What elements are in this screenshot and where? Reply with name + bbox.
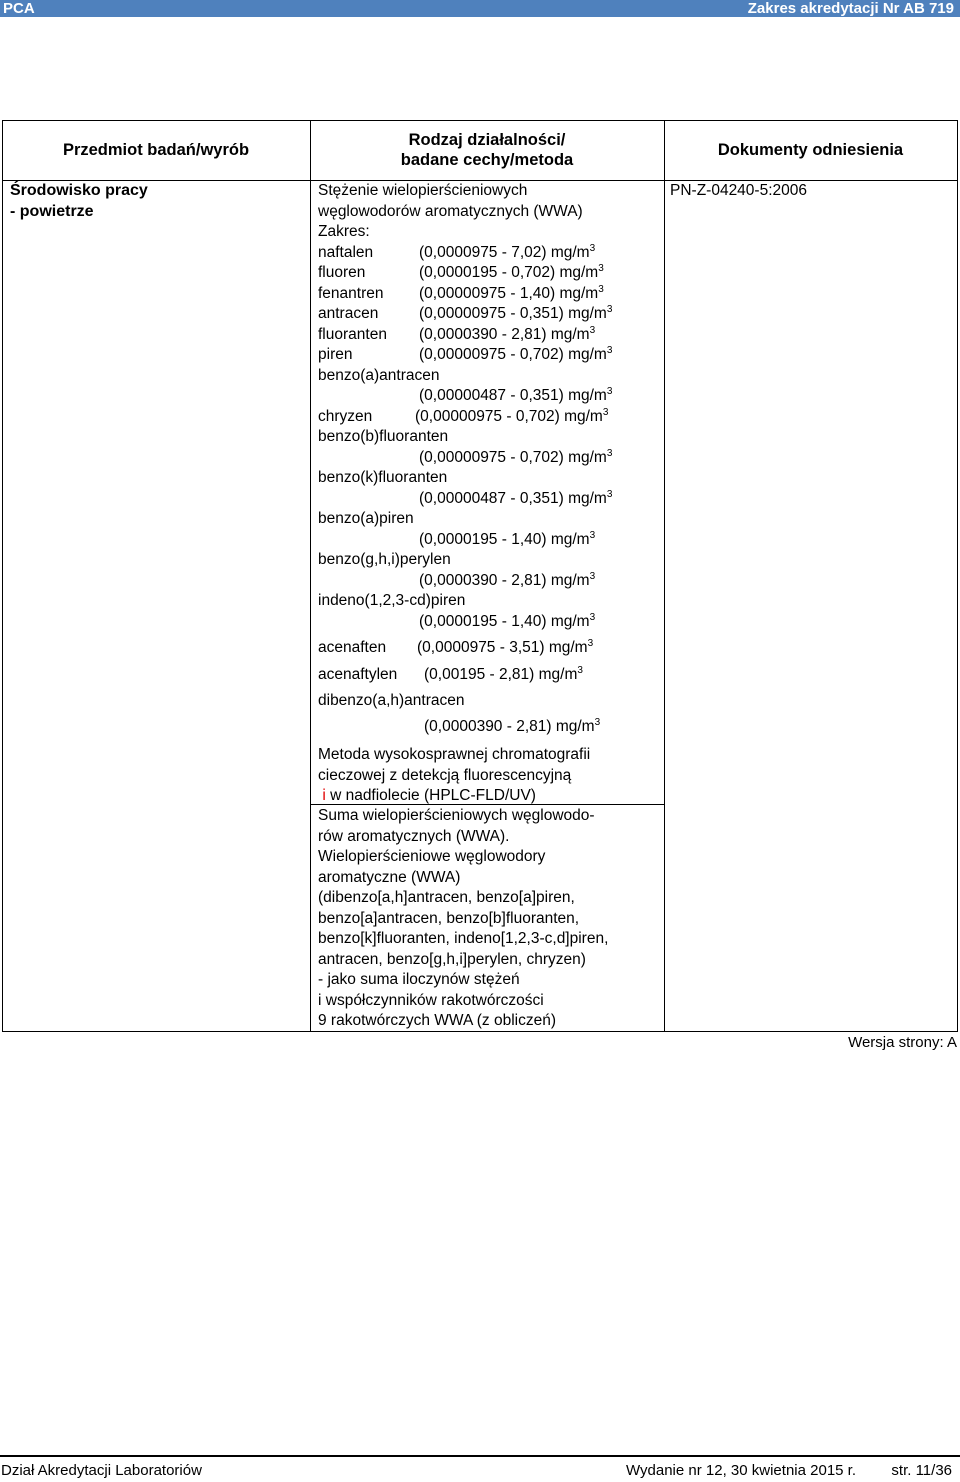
compound-name: dibenzo(a,h)antracen xyxy=(318,692,465,709)
activity-cell xyxy=(318,181,658,807)
method-line-3: i w nadfiolecie (HPLC-FLD/UV) xyxy=(322,787,536,804)
compound-name: benzo(g,h,i)perylen xyxy=(318,551,451,568)
range-label: Zakres: xyxy=(318,223,370,240)
document-reference: PN-Z-04240-5:2006 xyxy=(670,182,807,199)
compound-range: (0,00000975 - 0,702) $mg/m^3$ xyxy=(419,447,613,466)
compound-name: benzo(b)fluoranten xyxy=(318,428,449,445)
column-header-activity xyxy=(310,130,664,170)
footer-page-number: str. 11/36 xyxy=(891,1462,952,1479)
intro-line-1: Stężenie wielopierścieniowych xyxy=(318,182,528,199)
sum-line: - jako suma iloczynów stężeń xyxy=(318,971,520,988)
compound-range: (0,0000975 - 7,02) $mg/m^3$ xyxy=(419,242,596,261)
compound-row xyxy=(318,284,658,305)
compound-name: acenaften xyxy=(318,639,387,656)
sum-line: benzo[k]fluoranten, indeno[1,2,3-c,d]piren, xyxy=(318,930,609,947)
column-header-activity-line2: badane cechy/metoda xyxy=(400,151,574,169)
column-header-subject: Przedmiot badań/wyrób xyxy=(62,141,250,159)
column-header-activity-line1: Rodzaj działalności/ xyxy=(408,131,566,149)
header-organization: PCA xyxy=(3,0,35,17)
compound-name: fluoren xyxy=(318,264,366,281)
compound-range: (0,00195 - 2,81) $mg/m^3$ xyxy=(424,664,583,683)
compound-row xyxy=(318,243,658,264)
compound-range: (0,0000390 - 2,81) $mg/m^3$ xyxy=(424,716,601,735)
table-left-border xyxy=(2,120,3,1032)
compound-range: (0,0000390 - 2,81) $mg/m^3$ xyxy=(419,570,596,589)
compound-row xyxy=(318,665,658,686)
footer-department: Dział Akredytacji Laboratoriów xyxy=(1,1462,202,1479)
method-highlight: i xyxy=(322,787,326,804)
footer-divider xyxy=(0,1455,960,1457)
compound-row xyxy=(318,345,658,366)
compound-range: (0,00000975 - 1,40) $mg/m^3$ xyxy=(419,283,604,302)
compound-name: acenaftylen xyxy=(318,665,398,683)
subject-line-2: - powietrze xyxy=(10,202,94,220)
page-version: Wersja strony: A xyxy=(848,1034,957,1051)
sum-line: antracen, benzo[g,h,i]perylen, chryzen) xyxy=(318,950,586,968)
method-line-2: cieczowej z detekcją fluorescencyjną xyxy=(318,766,572,784)
compound-row xyxy=(318,263,658,284)
sum-line: (dibenzo[a,h]antracen, benzo[a]piren, xyxy=(318,889,575,906)
compound-name: antracen xyxy=(318,305,379,322)
compound-name: chryzen xyxy=(318,407,373,425)
table-col-divider-1 xyxy=(310,120,311,1032)
table-col-divider-2 xyxy=(664,120,665,1032)
sum-line: i współczynników rakotwórczości xyxy=(318,991,544,1009)
sum-line: Suma wielopierścieniowych węglowodo- xyxy=(318,807,595,824)
compound-range: (0,0000195 - 1,40) $mg/m^3$ xyxy=(419,611,596,630)
compound-range: (0,00000975 - 0,702) $mg/m^3$ xyxy=(419,345,613,363)
compound-row xyxy=(318,304,658,325)
compound-name: naftalen xyxy=(318,243,374,261)
compound-name: fenantren xyxy=(318,284,384,302)
compound-name: fluoranten xyxy=(318,325,387,343)
footer-edition: Wydanie nr 12, 30 kwietnia 2015 r. xyxy=(626,1462,857,1479)
compound-range: (0,00000487 - 0,351) $mg/m^3$ xyxy=(419,488,613,507)
header-accreditation-title: Zakres akredytacji Nr AB 719 xyxy=(747,0,954,17)
column-header-documents: Dokumenty odniesienia xyxy=(717,141,904,159)
compound-range: (0,00000975 - 0,702) $mg/m^3$ xyxy=(415,406,609,425)
sum-line: 9 rakotwórczych WWA (z obliczeń) xyxy=(318,1012,557,1029)
method-line-1: Metoda wysokosprawnej chromatografii xyxy=(318,746,591,763)
compound-range: (0,0000975 - 3,51) $mg/m^3$ xyxy=(417,638,594,656)
sum-line: aromatyczne (WWA) xyxy=(318,868,461,886)
subject-cell xyxy=(10,181,148,222)
intro-line-2: węglowodorów aromatycznych (WWA) xyxy=(318,202,583,220)
compound-name: indeno(1,2,3-cd)piren xyxy=(318,592,466,609)
table-right-border xyxy=(957,120,958,1032)
compound-row xyxy=(318,325,658,346)
sum-section xyxy=(318,806,662,1032)
compound-name: benzo(a)antracen xyxy=(318,366,440,384)
compound-range: (0,0000390 - 2,81) $mg/m^3$ xyxy=(419,324,596,343)
table-top-border xyxy=(2,120,958,121)
compound-range: (0,0000195 - 1,40) $mg/m^3$ xyxy=(419,529,596,548)
sum-line: benzo[a]antracen, benzo[b]fluoranten, xyxy=(318,909,580,927)
page-header-bar xyxy=(0,0,960,17)
compound-row xyxy=(318,407,658,428)
sum-line: Wielopierścieniowe węglowodory xyxy=(318,848,546,865)
compound-range: (0,00000487 - 0,351) $mg/m^3$ xyxy=(419,386,613,404)
compound-name: benzo(k)fluoranten xyxy=(318,469,448,486)
sum-line: rów aromatycznych (WWA). xyxy=(318,827,510,845)
compound-range: (0,00000975 - 0,351) $mg/m^3$ xyxy=(419,304,613,322)
accreditation-table xyxy=(2,120,958,1032)
compound-range: (0,0000195 - 0,702) $mg/m^3$ xyxy=(419,263,604,281)
compound-name: benzo(a)piren xyxy=(318,510,414,527)
compound-name: piren xyxy=(318,346,353,363)
compound-row xyxy=(318,638,658,659)
subject-line-1: Środowisko pracy xyxy=(10,182,148,199)
